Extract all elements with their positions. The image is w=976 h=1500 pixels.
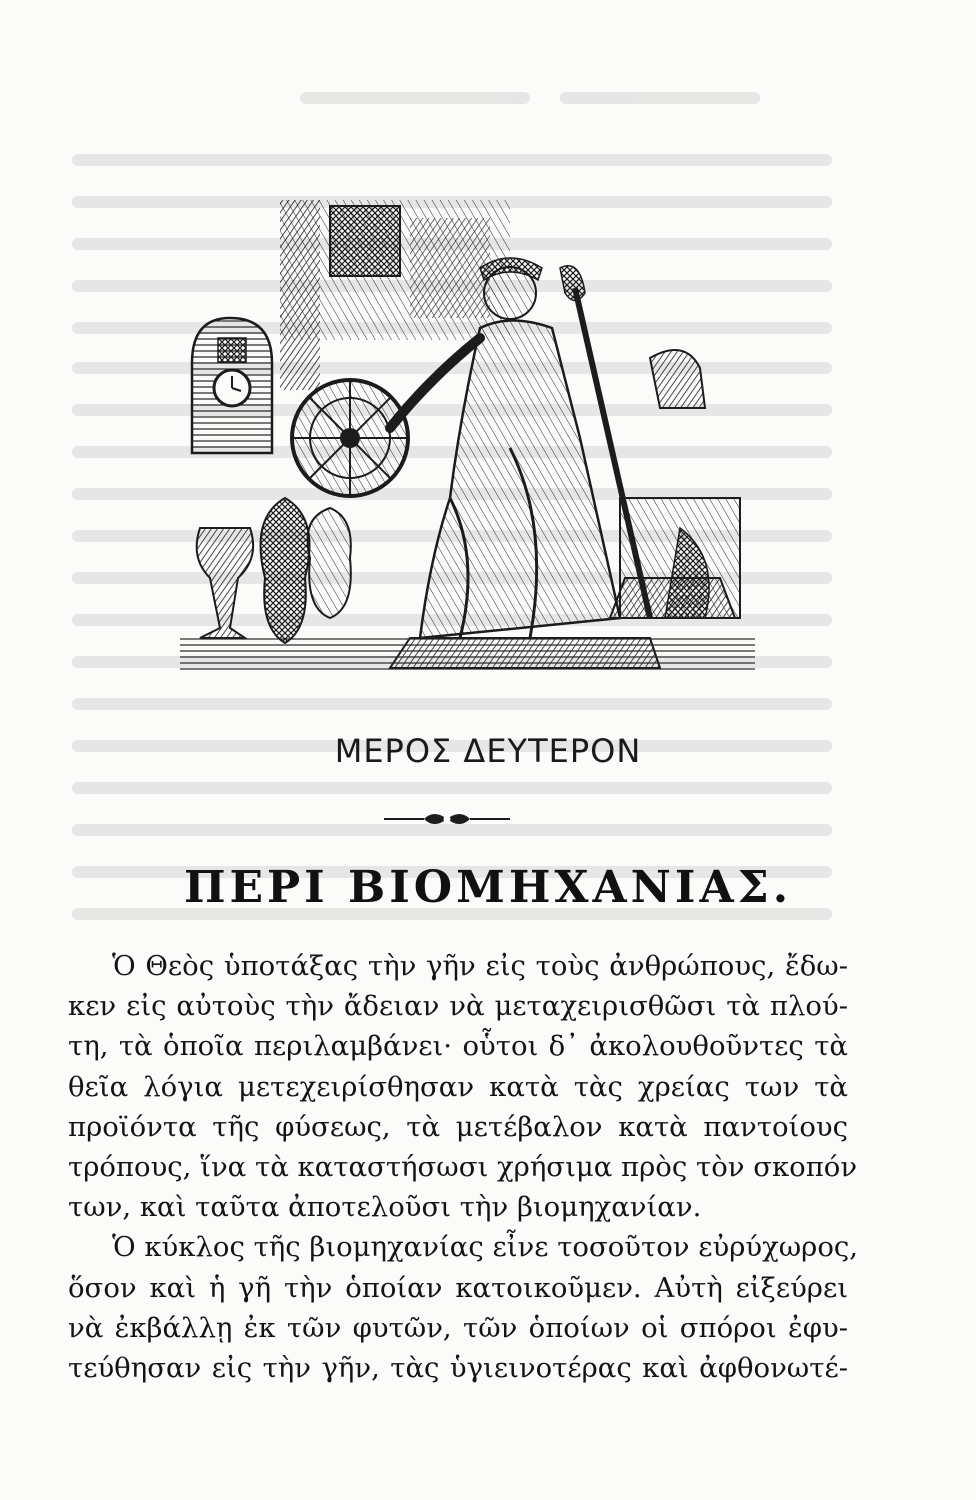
paragraph xyxy=(68,1227,859,1388)
clock-niche xyxy=(192,318,272,453)
lattice-window xyxy=(330,206,400,276)
part-title: ΜΕΡΟΣ ΔΕΥΤΕΡΟΝ xyxy=(334,732,642,770)
industry-allegory-illustration xyxy=(180,198,755,676)
text-line: θεῖα λόγια μετεχειρίσθησαν κατὰ τὰς χρείας των τὰ xyxy=(68,1070,848,1103)
paragraph xyxy=(68,946,858,1227)
vases-group xyxy=(197,498,351,643)
left-column xyxy=(280,200,320,390)
decorative-divider-ornament xyxy=(382,806,512,832)
text-line: νὰ ἐκβάλλῃ ἐκ τῶν φυτῶν, τῶν ὁποίων οἱ σπόροι ἐφυ- xyxy=(68,1311,848,1344)
text-line: Ὁ Θεὸς ὑποτάξας τὴν γῆν εἰς τοὺς ἀνθρώπους, ἔδω- xyxy=(112,950,848,982)
text-line: προϊόντα τῆς φύσεως, τὰ μετέβαλον κατὰ παντοίους xyxy=(68,1110,848,1143)
text-line: τεύθησαν εἰς τὴν γῆν, τὰς ὑγιεινοτέρας καὶ ἀφθονωτέ- xyxy=(68,1352,848,1385)
text-line: κεν εἰς αὐτοὺς τὴν ἄδειαν νὰ μεταχειρισθῶσι τὰ πλού- xyxy=(68,990,848,1023)
text-line: ὅσον καὶ ἡ γῆ τὴν ὁποίαν κατοικοῦμεν. Αὐτὴ εἰξεύρει xyxy=(68,1271,848,1304)
text-line: τη, τὰ ὁποῖα περιλαμβάνει· οὗτοι δ᾽ ἀκολουθοῦντες τὰ xyxy=(68,1030,848,1063)
gear-wheel xyxy=(292,380,408,496)
text-line: των, καὶ ταῦτα ἀποτελοῦσι τὴν βιομηχανίαν. xyxy=(68,1191,702,1224)
body-text xyxy=(68,946,859,1388)
text-line: Ὁ κύκλος τῆς βιομηχανίας εἶνε τοσοῦτον εὐρύχωρος, xyxy=(112,1231,859,1264)
ground xyxy=(180,638,755,674)
text-line: τρόπους, ἵνα τὰ καταστήσωσι χρήσιμα πρὸς τὸν σκοπόν xyxy=(68,1151,858,1184)
background-pillar xyxy=(410,218,490,318)
section-title: ΠΕΡΙ ΒΙΟΜΗΧΑΝΙΑΣ. xyxy=(183,862,793,913)
